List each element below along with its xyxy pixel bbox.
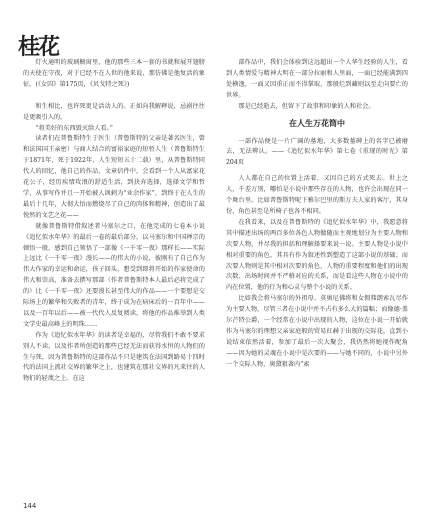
paragraph: “将美好的东西毁灭给人看。”	[35, 124, 113, 132]
header-logo-mark: 桂花	[18, 35, 59, 60]
section-heading: 在人生万花筒中	[289, 118, 345, 128]
paragraph: 人人都在自己的位置上活着，又因自己的方式死去。世上之人，千差万别，哪怕是小说中那些存在的人物，也许会出现在同一个舞台里。比如普鲁斯特呢下雅尔巴里的斯万夫人家的客厅，其身份、角色甚至是所椅子也各不相同。	[226, 175, 408, 215]
paragraph: 和生相比，也许死更是活动人的。正如向我解释说，忌剧往往是更吸引人的。	[23, 102, 205, 121]
paragraph: 就像普鲁斯特借叙述者马塞尔之口，在他完成的七卷本小说《追忆似水年华》的最后一卷的最后部分，以马塞尔和中国禅宗的顿悟一般，感到自己领悟了一部像《一千零一夜》那样长——实际上远比《一千零一夜》漫长——的伟大的小说，彼刚有了自己作为伟大作家的幸运和命运，孩子回头，想受到即将开始的作家使命的伟大和崇高，准备去撰写那部（作者普鲁斯特本人最后必将完成了的）比《一千零一夜》还要漫长甚至伟大的作品——一个要想是交际场上的繁华和失败者的青年，终于成为在病床后的一百年中——以及一百年以后——被一代代人反复阅读，将他的作品推举到人类文学史最高峰上的明珠……	[23, 222, 205, 328]
left-column	[23, 58, 205, 385]
epigraph: 一部作品便是一片广阔的墓地，大多数墓碑上的名字已被磨去，无法辨认。——《追忆似水年华》第七卷《重现的时光》第204页	[226, 137, 408, 167]
paragraph: 部作品中，我们会体验到这远超出一个人华生经验的人生，看到人类情爱与精神大明在一部分拉丽和人里面，一面已经能满到四处横逸，一面又因重正而不得掌取，那般烂到藏则以至走向要亡的世界。	[226, 59, 408, 99]
paragraph: 比如我会将马塞尔的外祖母、莫奥尼佛将和女佣弗朗索瓦尽作为主要人物，尽管三者在小说中并不占有多么大的篇幅；而像德·盖尔芒特公爵，一个经常在小说中出现的人物，这位在小说一开始就作为马塞尔的理想父亲家庭般的贸易扛赫于出现的交际花，直到小说结束依然活着，参加了最后一次大聚会，我仍然将她视作配角——因为她的灵魂在小说中是次要的——与她不同的，小说中另外一个交际人物，奥黛狠著内“索	[226, 295, 408, 368]
paragraph: 读者们在普鲁斯特生于医生（普鲁斯特的父亲是著名医生，曾和法国国王亲密）与商人结合的富裕家庭的短暂人生（普鲁斯特生于1871年，死于1922年，人生短短五十二载）里，从普鲁斯特同代人的回忆，他自己的作品、文章信件中，会看到一个人从富家花花公子，经历疾情攻浪的舒适生活，到抉弃选择，选择文学和哲学，从事写作并且一开始被人讽刺为“业余作家”，到终于在人生的最后十几年，大彻大悟而燃烧尽了自己的肉体和精神，创造出了最悦然的文艺之花——	[23, 135, 205, 219]
page-number: 144	[23, 502, 37, 510]
paragraph: 作为《追忆似水年华》的读者是幸福的，尽管我们不敢不要求别人不读，以及作者所创造的那些已经无法而获得水恒的人物们的生与死，因为普鲁斯特的这部作品不只是建筑在法国到路易十四时代的法国上流社交界的繁华之上，也建筑在那社交界的凡来往的人物们的轻蔑之上。在这	[23, 331, 205, 383]
paragraph: 灯火通明的玻璃橱窗里，他的那些三本一套的书就和展开翅膀的天使在守夜，对于已经不在人世的他来说，那仿佛是他复活的象征。(《女囚》第175页，《贝戈特之死》)	[23, 59, 205, 88]
paragraph: 那是已经逝去，但留下了故事和印象的人和社会。	[238, 102, 375, 110]
right-column	[226, 58, 408, 371]
paragraph: 在我看来，以及在普鲁斯特的《追忆似水年华》中，我愿意将其中描述出场的两百多位各色人物做随而主观地划分为主要人物和次要人物，并尽我的担括和理解择要来说一说。主要人物是小说中相对重要的角色，其具有作为叙述性到塑造了这部小说的基础；而次要人物则是其中相对次要的角色，人物的重要程度和他们的出现次数、出场时间并不严格对应的关系，而是看这些人物在小说中的内在位置，他的行为和心灵与整个小说的关系。	[226, 218, 408, 292]
